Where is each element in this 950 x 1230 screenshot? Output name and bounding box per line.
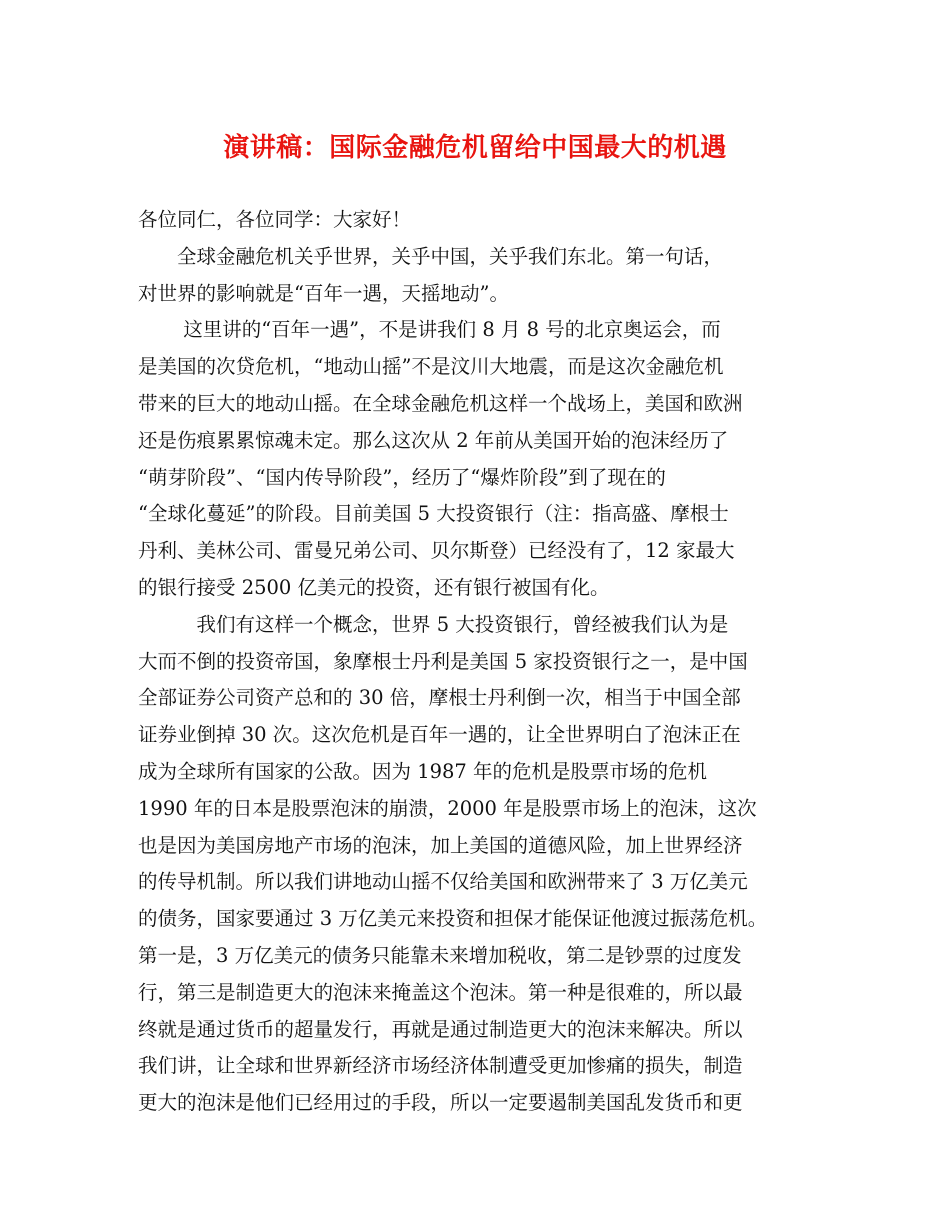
text-line: 丹利、美林公司、雷曼兄弟公司、贝尔斯登）已经没有了，12 家最大 [138, 539, 735, 563]
text-line: 这里讲的“百年一遇”，不是讲我们 8 月 8 号的北京奥运会，而 [138, 318, 721, 342]
text-line: 大而不倒的投资帝国，象摩根士丹利是美国 5 家投资银行之一，是中国 [138, 649, 748, 673]
text-line: 全部证券公司资产总和的 30 倍，摩根士丹利倒一次，相当于中国全部 [138, 686, 741, 710]
text-line: 各位同仁，各位同学：大家好！ [138, 208, 412, 231]
text-line: 对世界的影响就是“百年一遇，天摇地动”。 [138, 281, 509, 305]
text-line: 全球金融危机关乎世界，关乎中国，关乎我们东北。第一句话， [138, 244, 724, 268]
text-line: 的传导机制。所以我们讲地动山摇不仅给美国和欧洲带来了 3 万亿美元 [138, 870, 748, 894]
text-line: “萌芽阶段”、“国内传导阶段”，经历了“爆炸阶段”到了现在的 [138, 465, 666, 489]
text-line: 是美国的次贷危机，“地动山摇”不是汶川大地震，而是这次金融危机 [138, 355, 724, 379]
text-line: 1990 年的日本是股票泡沫的崩溃，2000 年是股票市场上的泡沫，这次 [138, 796, 757, 820]
text-line: 带来的巨大的地动山摇。在全球金融危机这样一个战场上，美国和欧洲 [138, 391, 743, 415]
text-line: 我们有这样一个概念，世界 5 大投资银行，曾经被我们认为是 [138, 612, 729, 636]
text-line: 更大的泡沫是他们已经用过的手段，所以一定要遏制美国乱发货币和更 [138, 1091, 743, 1115]
text-line: “全球化蔓延”的阶段。目前美国 5 大投资银行（注：指高盛、摩根士 [138, 502, 729, 526]
text-line: 终就是通过货币的超量发行，再就是通过制造更大的泡沫来解决。所以 [138, 1017, 743, 1041]
text-line: 的债务，国家要通过 3 万亿美元来投资和担保才能保证他渡过振荡危机。 [138, 907, 768, 931]
text-line: 第一是，3 万亿美元的债务只能靠未来增加税收，第二是钞票的过度发 [138, 943, 742, 967]
text-line: 我们讲，让全球和世界新经济市场经济体制遭受更加惨痛的损失，制造 [138, 1054, 743, 1078]
document-title: 演讲稿：国际金融危机留给中国最大的机遇 [223, 133, 727, 163]
document-body [138, 202, 838, 1122]
text-line: 的银行接受 2500 亿美元的投资，还有银行被国有化。 [138, 575, 610, 599]
text-line: 行，第三是制造更大的泡沫来掩盖这个泡沫。第一种是很难的，所以最 [138, 980, 743, 1004]
text-line: 成为全球所有国家的公敌。因为 1987 年的危机是股票市场的危机 [138, 759, 708, 783]
text-line: 还是伤痕累累惊魂未定。那么这次从 2 年前从美国开始的泡沫经历了 [138, 428, 729, 452]
text-line: 也是因为美国房地产市场的泡沫，加上美国的道德风险，加上世界经济 [138, 833, 743, 857]
text-line: 证券业倒掉 30 次。这次危机是百年一遇的，让全世界明白了泡沫正在 [138, 723, 741, 747]
